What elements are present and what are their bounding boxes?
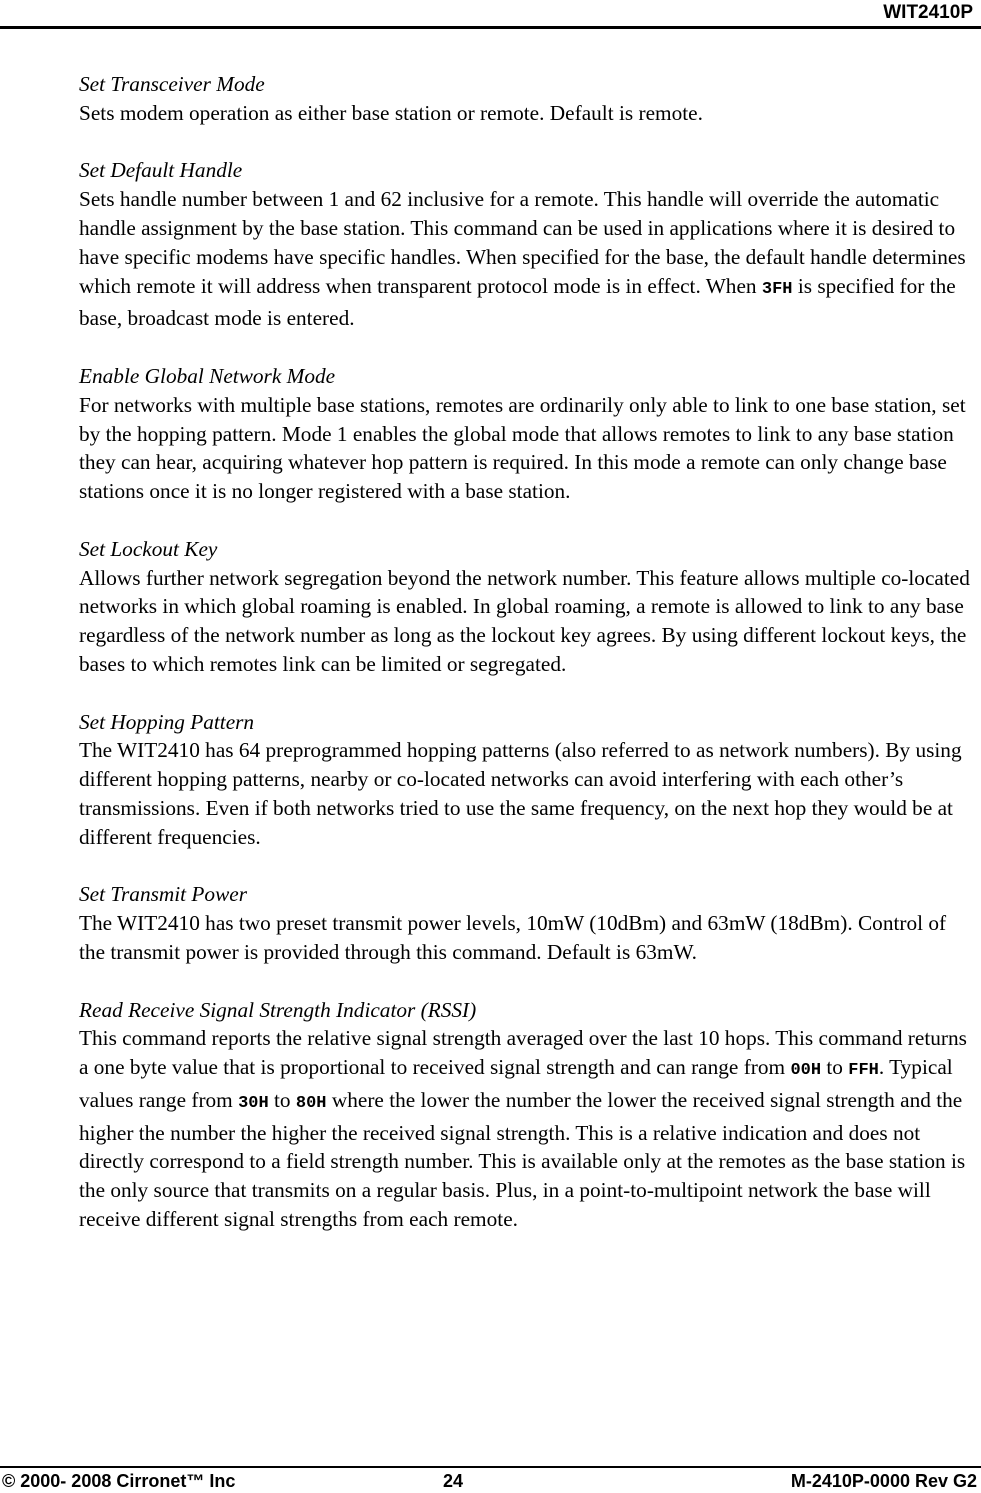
section-set-transceiver-mode <box>79 70 974 128</box>
section-set-lockout-key <box>79 535 974 679</box>
section-title: Set Default Handle <box>79 158 243 183</box>
hex-code-value: 00H <box>790 1061 822 1081</box>
body-text: is specified for the base, broadcast mode is entered. <box>79 273 956 331</box>
document-header-title: WIT2410P <box>883 2 973 23</box>
footer-document-id: M-2410P-0000 Rev G2 <box>790 1471 977 1491</box>
body-text: to <box>821 1055 849 1080</box>
hex-code-value: 3FH <box>761 279 793 299</box>
section-body: For networks with multiple base stations, remotes are ordinarily only able to link to one base station, set by the hopping pattern. Mode 1 enables the global mode that allows remotes to link to any base station they can hear, acquiring whatever hop pattern is required. In this mode a remote can only change base stations once it is no longer registered with a base station. <box>79 392 966 504</box>
body-text: . Typical values range from <box>79 1055 953 1112</box>
section-enable-global-network-mode <box>79 362 974 506</box>
hex-code-value: 30H <box>238 1093 269 1113</box>
body-text: Sets handle number between 1 and 62 inclusive for a remote. This handle will override the automatic handle assignment by the base station. This command can be used in applications where it is desired to have specific modems have specific handles. When specified for the base, the default handle determines which remote it will address when transparent protocol mode is in effect. When <box>79 187 966 298</box>
body-text: where the lower the number the lower the received signal strength and the higher the number the higher the received signal strength. This is a relative indication and does not directly correspond to a field strength number. This is available only at the remotes as the base station is the only source that transmits on a regular basis. Plus, in a point-to-multipoint network the base will receive different signal strengths from each remote. <box>79 1087 966 1232</box>
header-divider <box>0 26 981 29</box>
section-body: The WIT2410 has 64 preprogrammed hopping patterns (also referred to as network numbers). By using different hopping patterns, nearby or co-located networks can avoid interfering with each other’s transmissions. Even if both networks tried to use the same frequency, on the next hop they would be at different frequencies. <box>79 738 962 849</box>
section-title: Set Transceiver Mode <box>79 72 265 96</box>
section-read-rssi <box>79 996 974 1234</box>
page-footer <box>0 1471 981 1493</box>
section-title: Set Transmit Power <box>79 882 248 907</box>
body-text: This command reports the relative signal strength averaged over the last 10 hops. This command returns a one byte value that is proportional to received signal strength and can range from <box>79 1026 967 1080</box>
section-body: Allows further network segregation beyond the network number. This feature allows multiple co-located networks in which global roaming is enabled. In global roaming, a remote is allowed to link to any base regardless of the network number as long as the lockout key agrees. By using different lockout keys, the bases to which remotes link can be limited or segregated. <box>79 565 970 676</box>
body-text: to <box>268 1087 296 1112</box>
footer-copyright: © 2000- 2008 Cirronet™ Inc <box>2 1471 236 1491</box>
section-body: The WIT2410 has two preset transmit power levels, 10mW (10dBm) and 63mW (18dBm). Control of the transmit power is provided through this command. Default is 63mW. <box>79 911 947 964</box>
section-title: Enable Global Network Mode <box>79 363 336 388</box>
footer-divider <box>0 1466 981 1468</box>
section-set-default-handle <box>79 156 974 333</box>
section-set-transmit-power <box>79 880 974 966</box>
section-title: Read Receive Signal Strength Indicator (RSSI) <box>79 997 477 1022</box>
section-title: Set Hopping Pattern <box>79 709 255 734</box>
section-body <box>79 185 974 333</box>
page-content <box>79 70 974 1263</box>
section-set-hopping-pattern <box>79 708 974 852</box>
section-title: Set Lockout Key <box>79 536 218 561</box>
hex-code-value: FFH <box>848 1061 879 1081</box>
section-body: Sets modem operation as either base station or remote. Default is remote. <box>79 100 703 125</box>
footer-page-number: 24 <box>443 1471 464 1491</box>
hex-code-value: 80H <box>295 1093 327 1113</box>
section-body <box>79 1024 974 1234</box>
